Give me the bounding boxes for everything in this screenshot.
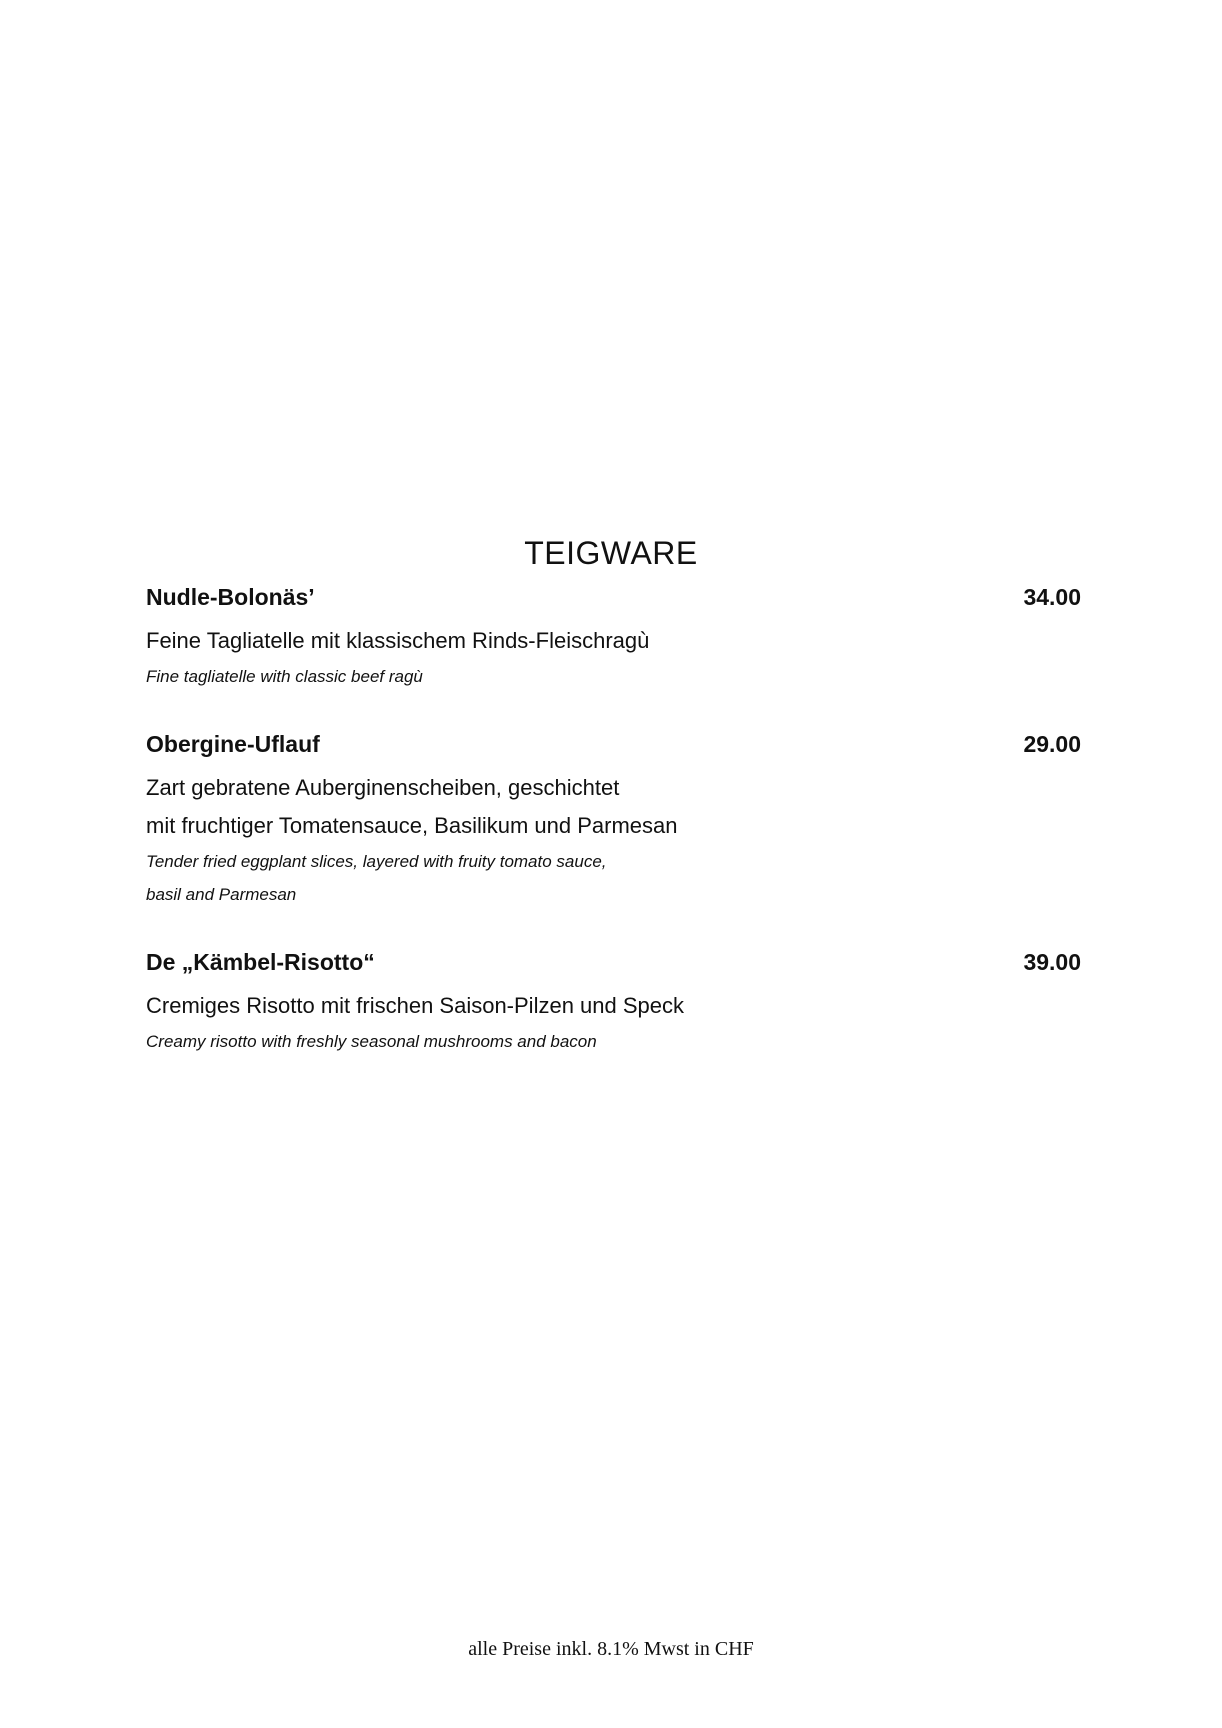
menu-item-description-en: Fine tagliatelle with classic beef ragù [146, 667, 423, 686]
menu-item-obergine-uflauf [146, 731, 1081, 911]
menu-item-kaembel-risotto [146, 949, 1081, 1058]
menu-item-header [146, 584, 1081, 622]
menu-item-description-de: Cremiges Risotto mit frischen Saison-Pilzen und Speck [146, 993, 685, 1018]
menu-item-nudle-bolonaes [146, 584, 1081, 693]
menu-item-header [146, 731, 1081, 769]
menu-item-description-en: Creamy risotto with freshly seasonal mushrooms and bacon [146, 1032, 597, 1051]
menu-item-description-de: mit fruchtiger Tomatensauce, Basilikum und Parmesan [146, 813, 678, 838]
menu-item-description-de: Feine Tagliatelle mit klassischem Rinds-Fleischragù [146, 628, 650, 653]
menu-item-price: 34.00 [1023, 584, 1081, 610]
price-note: alle Preise inkl. 8.1% Mwst in CHF [468, 1638, 754, 1660]
section-title: TEIGWARE [524, 535, 698, 571]
menu-item-name: Nudle-Bolonäs’ [146, 584, 315, 610]
menu-item-description-en: basil and Parmesan [146, 885, 297, 904]
menu-item-price: 29.00 [1023, 731, 1081, 757]
menu-item-name: De „Kämbel-Risotto“ [146, 949, 375, 975]
menu-list [146, 584, 1081, 1096]
menu-item-description-de: Zart gebratene Auberginenscheiben, geschichtet [146, 775, 620, 800]
menu-item-description-en: Tender fried eggplant slices, layered with fruity tomato sauce, [146, 852, 607, 871]
menu-item-price: 39.00 [1023, 949, 1081, 975]
menu-item-header [146, 949, 1081, 987]
menu-item-name: Obergine-Uflauf [146, 731, 320, 757]
